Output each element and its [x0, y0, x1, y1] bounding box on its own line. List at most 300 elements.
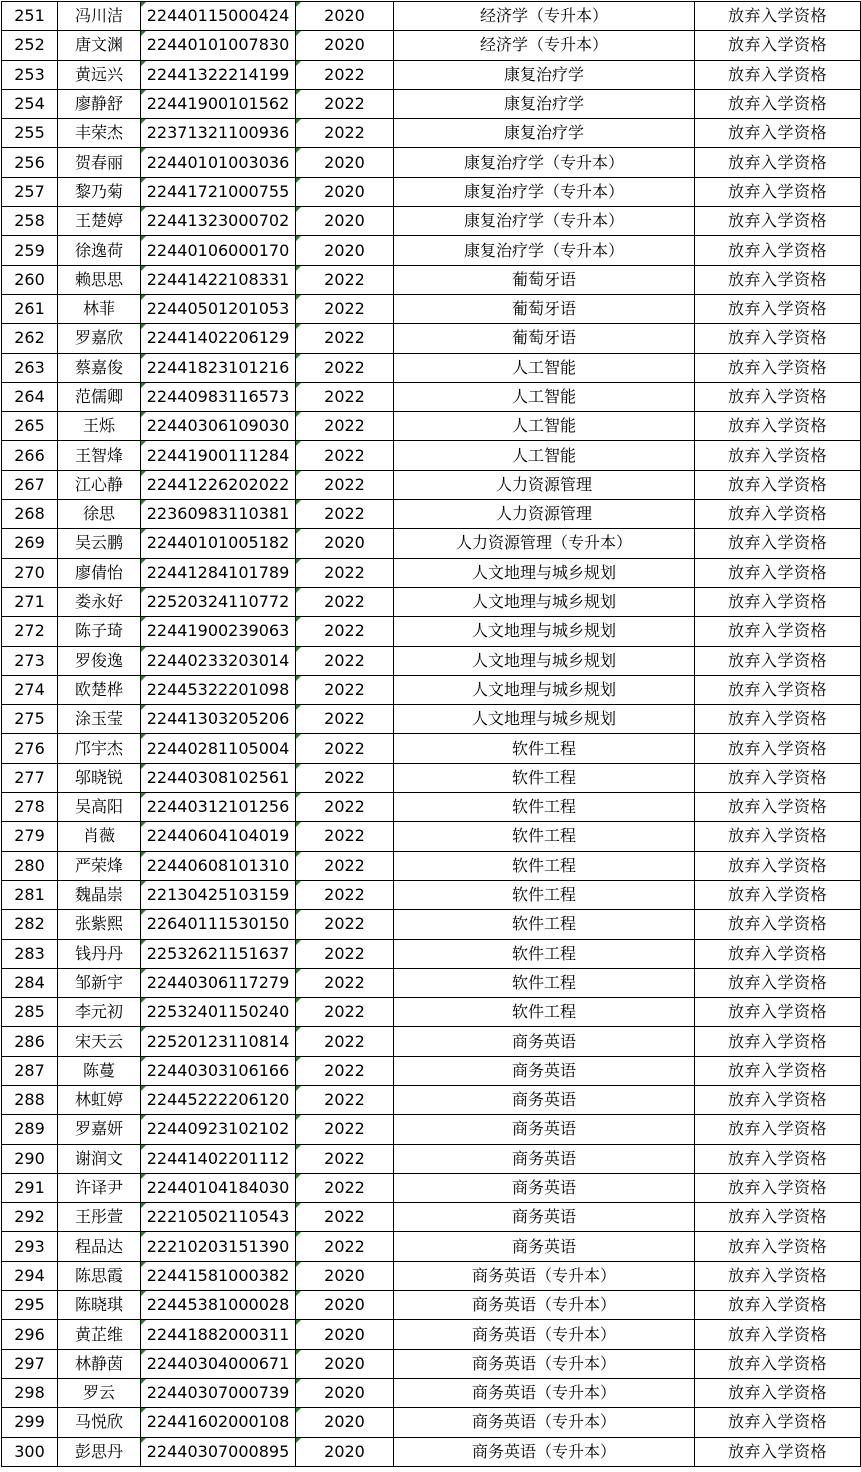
row-number-cell: 297 — [2, 1349, 58, 1378]
exam-id-cell: 22441322214199 — [141, 60, 296, 89]
row-number-cell: 253 — [2, 60, 58, 89]
year-cell: 2022 — [296, 412, 394, 441]
student-name-cell: 邹新宇 — [58, 968, 141, 997]
student-name-cell: 许译尹 — [58, 1173, 141, 1202]
major-cell: 商务英语 — [394, 1056, 695, 1085]
major-cell: 商务英语（专升本） — [394, 1408, 695, 1437]
year-cell: 2020 — [296, 1320, 394, 1349]
row-number-cell: 256 — [2, 148, 58, 177]
table-row — [2, 910, 861, 939]
exam-id-cell: 22441823101216 — [141, 353, 296, 382]
year-cell: 2022 — [296, 910, 394, 939]
status-cell: 放弃入学资格 — [695, 1291, 861, 1320]
exam-id-cell: 22440312101256 — [141, 793, 296, 822]
year-cell: 2022 — [296, 1232, 394, 1261]
year-cell: 2022 — [296, 119, 394, 148]
major-cell: 商务英语 — [394, 1115, 695, 1144]
student-name-cell: 邝宇杰 — [58, 734, 141, 763]
student-name-cell: 程品达 — [58, 1232, 141, 1261]
major-cell: 软件工程 — [394, 880, 695, 909]
row-number-cell: 271 — [2, 587, 58, 616]
status-cell: 放弃入学资格 — [695, 822, 861, 851]
row-number-cell: 263 — [2, 353, 58, 382]
exam-id-cell: 22371321100936 — [141, 119, 296, 148]
year-cell: 2020 — [296, 31, 394, 60]
major-cell: 商务英语（专升本） — [394, 1349, 695, 1378]
table-row — [2, 851, 861, 880]
major-cell: 商务英语（专升本） — [394, 1437, 695, 1466]
exam-id-cell: 22440281105004 — [141, 734, 296, 763]
row-number-cell: 267 — [2, 470, 58, 499]
student-name-cell: 谢润文 — [58, 1144, 141, 1173]
row-number-cell: 257 — [2, 177, 58, 206]
row-number-cell: 265 — [2, 412, 58, 441]
row-number-cell: 282 — [2, 910, 58, 939]
table-row — [2, 441, 861, 470]
table-row — [2, 998, 861, 1027]
exam-id-cell: 22210203151390 — [141, 1232, 296, 1261]
student-name-cell: 魏晶崇 — [58, 880, 141, 909]
year-cell: 2020 — [296, 1261, 394, 1290]
student-name-cell: 黄芷维 — [58, 1320, 141, 1349]
table-row — [2, 324, 861, 353]
student-name-cell: 陈思霞 — [58, 1261, 141, 1290]
major-cell: 软件工程 — [394, 851, 695, 880]
major-cell: 人工智能 — [394, 382, 695, 411]
major-cell: 人文地理与城乡规划 — [394, 617, 695, 646]
row-number-cell: 288 — [2, 1085, 58, 1114]
exam-id-cell: 22440304000671 — [141, 1349, 296, 1378]
major-cell: 商务英语 — [394, 1173, 695, 1202]
year-cell: 2022 — [296, 822, 394, 851]
student-name-cell: 林虹婷 — [58, 1085, 141, 1114]
exam-id-cell: 22441303205206 — [141, 705, 296, 734]
exam-id-cell: 22440303106166 — [141, 1056, 296, 1085]
status-cell: 放弃入学资格 — [695, 1144, 861, 1173]
year-cell: 2022 — [296, 763, 394, 792]
major-cell: 软件工程 — [394, 968, 695, 997]
year-cell: 2022 — [296, 470, 394, 499]
row-number-cell: 292 — [2, 1203, 58, 1232]
student-name-cell: 罗俊逸 — [58, 646, 141, 675]
row-number-cell: 300 — [2, 1437, 58, 1466]
table-row — [2, 148, 861, 177]
major-cell: 人文地理与城乡规划 — [394, 587, 695, 616]
table-row — [2, 675, 861, 704]
student-name-cell: 范儒卿 — [58, 382, 141, 411]
row-number-cell: 289 — [2, 1115, 58, 1144]
year-cell: 2022 — [296, 1056, 394, 1085]
year-cell: 2020 — [296, 1408, 394, 1437]
row-number-cell: 275 — [2, 705, 58, 734]
row-number-cell: 286 — [2, 1027, 58, 1056]
student-name-cell: 徐逸荷 — [58, 236, 141, 265]
year-cell: 2022 — [296, 675, 394, 704]
year-cell: 2022 — [296, 1085, 394, 1114]
exam-id-cell: 22440306117279 — [141, 968, 296, 997]
table-row — [2, 1056, 861, 1085]
row-number-cell: 285 — [2, 998, 58, 1027]
table-row — [2, 1408, 861, 1437]
table-row — [2, 793, 861, 822]
status-cell: 放弃入学资格 — [695, 793, 861, 822]
status-cell: 放弃入学资格 — [695, 1437, 861, 1466]
year-cell: 2022 — [296, 705, 394, 734]
student-name-cell: 贺春丽 — [58, 148, 141, 177]
major-cell: 商务英语 — [394, 1027, 695, 1056]
status-cell: 放弃入学资格 — [695, 968, 861, 997]
status-cell: 放弃入学资格 — [695, 529, 861, 558]
exam-id-cell: 22441721000755 — [141, 177, 296, 206]
year-cell: 2020 — [296, 2, 394, 31]
exam-id-cell: 22532621151637 — [141, 939, 296, 968]
table-row — [2, 1115, 861, 1144]
row-number-cell: 252 — [2, 31, 58, 60]
table-row — [2, 353, 861, 382]
row-number-cell: 260 — [2, 265, 58, 294]
table-row — [2, 1144, 861, 1173]
row-number-cell: 280 — [2, 851, 58, 880]
status-cell: 放弃入学资格 — [695, 587, 861, 616]
status-cell: 放弃入学资格 — [695, 1378, 861, 1407]
major-cell: 人力资源管理（专升本） — [394, 529, 695, 558]
year-cell: 2022 — [296, 1144, 394, 1173]
status-cell: 放弃入学资格 — [695, 1056, 861, 1085]
student-roster-table — [1, 1, 861, 1467]
status-cell: 放弃入学资格 — [695, 617, 861, 646]
major-cell: 人文地理与城乡规划 — [394, 675, 695, 704]
student-name-cell: 吴云鹏 — [58, 529, 141, 558]
status-cell: 放弃入学资格 — [695, 353, 861, 382]
row-number-cell: 279 — [2, 822, 58, 851]
table-row — [2, 1437, 861, 1466]
row-number-cell: 269 — [2, 529, 58, 558]
status-cell: 放弃入学资格 — [695, 60, 861, 89]
year-cell: 2022 — [296, 1115, 394, 1144]
status-cell: 放弃入学资格 — [695, 558, 861, 587]
table-row — [2, 89, 861, 118]
status-cell: 放弃入学资格 — [695, 1085, 861, 1114]
status-cell: 放弃入学资格 — [695, 1115, 861, 1144]
status-cell: 放弃入学资格 — [695, 294, 861, 323]
major-cell: 康复治疗学（专升本） — [394, 236, 695, 265]
major-cell: 康复治疗学（专升本） — [394, 177, 695, 206]
major-cell: 人工智能 — [394, 441, 695, 470]
status-cell: 放弃入学资格 — [695, 89, 861, 118]
status-cell: 放弃入学资格 — [695, 705, 861, 734]
exam-id-cell: 22520324110772 — [141, 587, 296, 616]
exam-id-cell: 22640111530150 — [141, 910, 296, 939]
row-number-cell: 281 — [2, 880, 58, 909]
major-cell: 人文地理与城乡规划 — [394, 646, 695, 675]
student-name-cell: 林菲 — [58, 294, 141, 323]
row-number-cell: 283 — [2, 939, 58, 968]
year-cell: 2022 — [296, 353, 394, 382]
table-row — [2, 1203, 861, 1232]
exam-id-cell: 22441900111284 — [141, 441, 296, 470]
table-row — [2, 60, 861, 89]
exam-id-cell: 22441226202022 — [141, 470, 296, 499]
table-row — [2, 412, 861, 441]
exam-id-cell: 22532401150240 — [141, 998, 296, 1027]
exam-id-cell: 22440233203014 — [141, 646, 296, 675]
year-cell: 2022 — [296, 382, 394, 411]
table-row — [2, 31, 861, 60]
year-cell: 2020 — [296, 207, 394, 236]
exam-id-cell: 22440306109030 — [141, 412, 296, 441]
exam-id-cell: 22440983116573 — [141, 382, 296, 411]
year-cell: 2020 — [296, 529, 394, 558]
year-cell: 2022 — [296, 968, 394, 997]
major-cell: 软件工程 — [394, 793, 695, 822]
student-name-cell: 黄远兴 — [58, 60, 141, 89]
exam-id-cell: 22520123110814 — [141, 1027, 296, 1056]
row-number-cell: 258 — [2, 207, 58, 236]
table-row — [2, 500, 861, 529]
major-cell: 康复治疗学 — [394, 89, 695, 118]
table-row — [2, 646, 861, 675]
row-number-cell: 278 — [2, 793, 58, 822]
student-name-cell: 罗嘉妍 — [58, 1115, 141, 1144]
row-number-cell: 299 — [2, 1408, 58, 1437]
exam-id-cell: 22440115000424 — [141, 2, 296, 31]
status-cell: 放弃入学资格 — [695, 470, 861, 499]
student-name-cell: 丰荣杰 — [58, 119, 141, 148]
exam-id-cell: 22440307000895 — [141, 1437, 296, 1466]
major-cell: 商务英语（专升本） — [394, 1378, 695, 1407]
student-name-cell: 欧楚桦 — [58, 675, 141, 704]
major-cell: 人工智能 — [394, 353, 695, 382]
exam-id-cell: 22441402206129 — [141, 324, 296, 353]
row-number-cell: 293 — [2, 1232, 58, 1261]
table-row — [2, 1291, 861, 1320]
year-cell: 2022 — [296, 734, 394, 763]
student-name-cell: 陈蔓 — [58, 1056, 141, 1085]
row-number-cell: 291 — [2, 1173, 58, 1202]
status-cell: 放弃入学资格 — [695, 998, 861, 1027]
exam-id-cell: 22440501201053 — [141, 294, 296, 323]
student-name-cell: 唐文渊 — [58, 31, 141, 60]
major-cell: 软件工程 — [394, 939, 695, 968]
exam-id-cell: 22440604104019 — [141, 822, 296, 851]
major-cell: 商务英语 — [394, 1232, 695, 1261]
exam-id-cell: 22210502110543 — [141, 1203, 296, 1232]
row-number-cell: 295 — [2, 1291, 58, 1320]
table-row — [2, 763, 861, 792]
row-number-cell: 273 — [2, 646, 58, 675]
status-cell: 放弃入学资格 — [695, 1203, 861, 1232]
year-cell: 2020 — [296, 1437, 394, 1466]
year-cell: 2022 — [296, 998, 394, 1027]
table-row — [2, 529, 861, 558]
major-cell: 康复治疗学（专升本） — [394, 207, 695, 236]
year-cell: 2022 — [296, 617, 394, 646]
major-cell: 商务英语 — [394, 1203, 695, 1232]
exam-id-cell: 22440106000170 — [141, 236, 296, 265]
exam-id-cell: 22441602000108 — [141, 1408, 296, 1437]
status-cell: 放弃入学资格 — [695, 265, 861, 294]
table-row — [2, 1027, 861, 1056]
status-cell: 放弃入学资格 — [695, 2, 861, 31]
major-cell: 商务英语 — [394, 1085, 695, 1114]
row-number-cell: 298 — [2, 1378, 58, 1407]
major-cell: 葡萄牙语 — [394, 294, 695, 323]
table-row — [2, 1378, 861, 1407]
major-cell: 经济学（专升本） — [394, 2, 695, 31]
exam-id-cell: 22440101003036 — [141, 148, 296, 177]
table-row — [2, 470, 861, 499]
major-cell: 康复治疗学 — [394, 119, 695, 148]
major-cell: 葡萄牙语 — [394, 324, 695, 353]
row-number-cell: 294 — [2, 1261, 58, 1290]
major-cell: 人工智能 — [394, 412, 695, 441]
exam-id-cell: 22441402201112 — [141, 1144, 296, 1173]
table-row — [2, 119, 861, 148]
year-cell: 2022 — [296, 587, 394, 616]
table-row — [2, 207, 861, 236]
row-number-cell: 266 — [2, 441, 58, 470]
table-row — [2, 587, 861, 616]
major-cell: 商务英语（专升本） — [394, 1261, 695, 1290]
year-cell: 2020 — [296, 236, 394, 265]
student-name-cell: 蔡嘉俊 — [58, 353, 141, 382]
exam-id-cell: 22440101007830 — [141, 31, 296, 60]
student-name-cell: 江心静 — [58, 470, 141, 499]
year-cell: 2022 — [296, 60, 394, 89]
year-cell: 2020 — [296, 1378, 394, 1407]
major-cell: 商务英语 — [394, 1144, 695, 1173]
student-name-cell: 黎乃菊 — [58, 177, 141, 206]
exam-id-cell: 22441900239063 — [141, 617, 296, 646]
student-name-cell: 林静茵 — [58, 1349, 141, 1378]
status-cell: 放弃入学资格 — [695, 910, 861, 939]
student-name-cell: 宋天云 — [58, 1027, 141, 1056]
table-row — [2, 939, 861, 968]
student-name-cell: 王楚婷 — [58, 207, 141, 236]
major-cell: 软件工程 — [394, 763, 695, 792]
table-row — [2, 705, 861, 734]
status-cell: 放弃入学资格 — [695, 1173, 861, 1202]
status-cell: 放弃入学资格 — [695, 207, 861, 236]
exam-id-cell: 22441882000311 — [141, 1320, 296, 1349]
year-cell: 2020 — [296, 1349, 394, 1378]
status-cell: 放弃入学资格 — [695, 31, 861, 60]
major-cell: 经济学（专升本） — [394, 31, 695, 60]
student-name-cell: 王智烽 — [58, 441, 141, 470]
major-cell: 康复治疗学（专升本） — [394, 148, 695, 177]
status-cell: 放弃入学资格 — [695, 880, 861, 909]
status-cell: 放弃入学资格 — [695, 1408, 861, 1437]
status-cell: 放弃入学资格 — [695, 763, 861, 792]
table-row — [2, 880, 861, 909]
student-name-cell: 彭思丹 — [58, 1437, 141, 1466]
status-cell: 放弃入学资格 — [695, 1261, 861, 1290]
row-number-cell: 262 — [2, 324, 58, 353]
row-number-cell: 254 — [2, 89, 58, 118]
status-cell: 放弃入学资格 — [695, 500, 861, 529]
exam-id-cell: 22440307000739 — [141, 1378, 296, 1407]
year-cell: 2022 — [296, 265, 394, 294]
student-name-cell: 王彤萱 — [58, 1203, 141, 1232]
student-name-cell: 肖薇 — [58, 822, 141, 851]
student-name-cell: 徐思 — [58, 500, 141, 529]
row-number-cell: 274 — [2, 675, 58, 704]
major-cell: 商务英语（专升本） — [394, 1291, 695, 1320]
exam-id-cell: 22445222206120 — [141, 1085, 296, 1114]
student-name-cell: 王烁 — [58, 412, 141, 441]
exam-id-cell: 22441900101562 — [141, 89, 296, 118]
year-cell: 2022 — [296, 294, 394, 323]
year-cell: 2022 — [296, 500, 394, 529]
status-cell: 放弃入学资格 — [695, 675, 861, 704]
status-cell: 放弃入学资格 — [695, 1232, 861, 1261]
student-name-cell: 廖倩怡 — [58, 558, 141, 587]
major-cell: 康复治疗学 — [394, 60, 695, 89]
student-name-cell: 娄永好 — [58, 587, 141, 616]
major-cell: 人力资源管理 — [394, 500, 695, 529]
exam-id-cell: 22445322201098 — [141, 675, 296, 704]
student-name-cell: 马悦欣 — [58, 1408, 141, 1437]
row-number-cell: 255 — [2, 119, 58, 148]
year-cell: 2022 — [296, 851, 394, 880]
status-cell: 放弃入学资格 — [695, 119, 861, 148]
year-cell: 2020 — [296, 1291, 394, 1320]
row-number-cell: 276 — [2, 734, 58, 763]
major-cell: 软件工程 — [394, 822, 695, 851]
exam-id-cell: 22440608101310 — [141, 851, 296, 880]
table-row — [2, 2, 861, 31]
table-row — [2, 822, 861, 851]
row-number-cell: 268 — [2, 500, 58, 529]
student-name-cell: 冯川洁 — [58, 2, 141, 31]
row-number-cell: 261 — [2, 294, 58, 323]
student-name-cell: 陈晓琪 — [58, 1291, 141, 1320]
major-cell: 人文地理与城乡规划 — [394, 558, 695, 587]
year-cell: 2022 — [296, 324, 394, 353]
student-name-cell: 钱丹丹 — [58, 939, 141, 968]
exam-id-cell: 22445381000028 — [141, 1291, 296, 1320]
year-cell: 2022 — [296, 558, 394, 587]
exam-id-cell: 22441284101789 — [141, 558, 296, 587]
student-name-cell: 张紫熙 — [58, 910, 141, 939]
row-number-cell: 272 — [2, 617, 58, 646]
row-number-cell: 277 — [2, 763, 58, 792]
exam-id-cell: 22440101005182 — [141, 529, 296, 558]
exam-id-cell: 22440923102102 — [141, 1115, 296, 1144]
major-cell: 软件工程 — [394, 910, 695, 939]
year-cell: 2020 — [296, 148, 394, 177]
year-cell: 2020 — [296, 177, 394, 206]
year-cell: 2022 — [296, 441, 394, 470]
student-name-cell: 赖思思 — [58, 265, 141, 294]
table-row — [2, 1085, 861, 1114]
exam-id-cell: 22441422108331 — [141, 265, 296, 294]
exam-id-cell: 22360983110381 — [141, 500, 296, 529]
student-name-cell: 罗嘉欣 — [58, 324, 141, 353]
status-cell: 放弃入学资格 — [695, 441, 861, 470]
table-row — [2, 1232, 861, 1261]
status-cell: 放弃入学资格 — [695, 1027, 861, 1056]
exam-id-cell: 22130425103159 — [141, 880, 296, 909]
table-row — [2, 734, 861, 763]
major-cell: 人文地理与城乡规划 — [394, 705, 695, 734]
row-number-cell: 251 — [2, 2, 58, 31]
status-cell: 放弃入学资格 — [695, 851, 861, 880]
table-row — [2, 968, 861, 997]
table-row — [2, 617, 861, 646]
row-number-cell: 259 — [2, 236, 58, 265]
row-number-cell: 264 — [2, 382, 58, 411]
